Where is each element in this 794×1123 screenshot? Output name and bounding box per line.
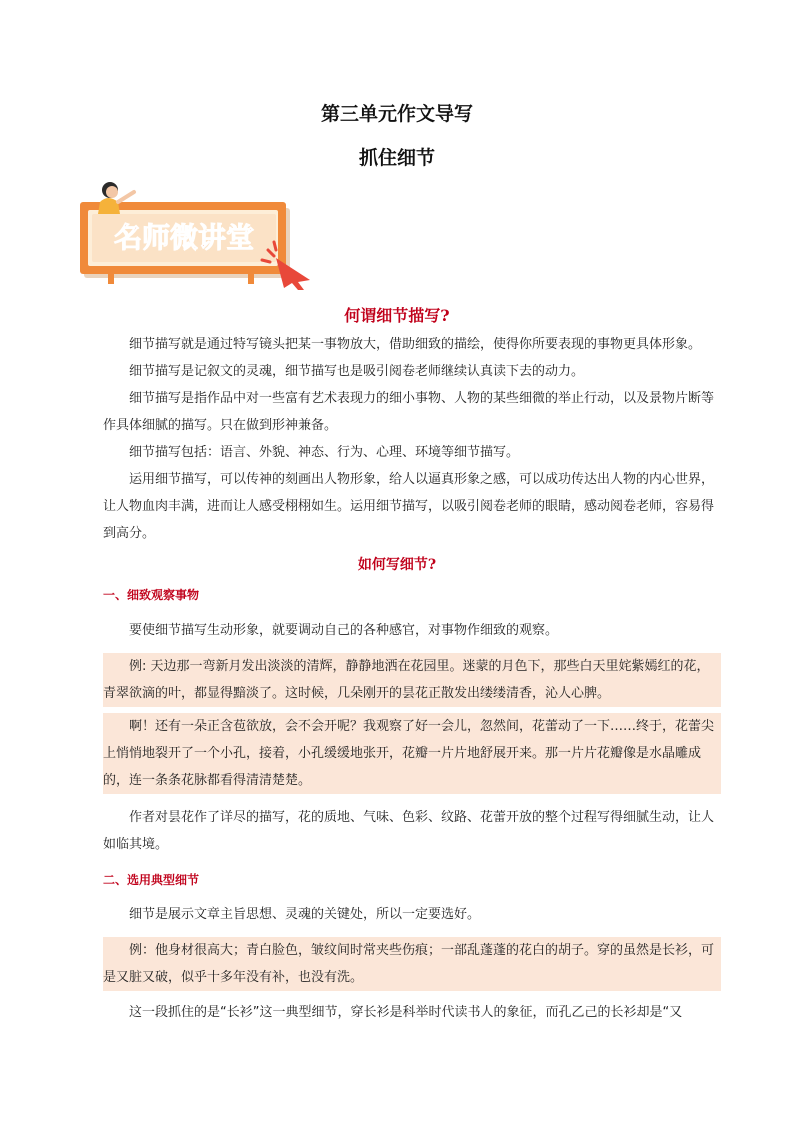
section-heading-what: 何谓细节描写? — [344, 306, 450, 325]
example-box-1b — [103, 713, 721, 794]
doc-title: 第三单元作文导写 — [320, 103, 473, 125]
observe-comment: 作者对昙花作了详尽的描写，花的质地、气味、色彩、纹路、花蕾开放的整个过程写得细腻生动，让人如临其境。 — [103, 810, 715, 852]
subheading-observe: 一、细致观察事物 — [103, 588, 200, 602]
example-1b-text: 啊！还有一朵正含苞欲放，会不会开呢？我观察了好一会儿，忽然间，花蕾动了一下……终于，花蕾尖上悄悄地裂开了一个小孔，接着，小孔缓缓地张开，花瓣一片片地舒展开来。那一片片花瓣像是水晶雕成的，连一条条花脉都看得清清楚楚。 — [103, 719, 715, 788]
subheading-typical: 二、选用典型细节 — [103, 873, 200, 887]
teacher-board-banner-icon — [78, 180, 314, 290]
section-heading-how: 如何写细节? — [357, 557, 437, 573]
banner-graphic — [78, 180, 314, 290]
intro-paragraph-3: 细节描写是指作品中对一些富有艺术表现力的细小事物、人物的某些细微的举止行动，以及景物片断等作具体细腻的描写。只在做到形神兼备。 — [103, 391, 715, 433]
doc-subtitle: 抓住细节 — [358, 147, 435, 169]
example-1a-text: 例: 天边那一弯新月发出淡淡的清辉，静静地洒在花园里。迷蒙的月色下，那些白天里姹紫嫣红的花，青翠欲滴的叶，都显得黯淡了。这时候，几朵刚开的昙花正散发出缕缕清香，沁人心脾。 — [103, 659, 710, 701]
intro-paragraph-4: 细节描写包括：语言、外貌、神态、行为、心理、环境等细节描写。 — [129, 445, 520, 460]
intro-paragraph-5: 运用细节描写，可以传神的刻画出人物形象，给人以逼真形象之感，可以成功传达出人物的内心世界，让人物血肉丰满，进而让人感受栩栩如生。运用细节描写，以吸引阅卷老师的眼睛，感动阅卷老师，容易得到高分。 — [103, 472, 715, 541]
typical-comment: 这一段抓住的是“长衫”这一典型细节，穿长衫是科举时代读书人的象征，而孔乙己的长衫却是“又 — [129, 1005, 683, 1020]
banner-text: 名师微讲堂 — [113, 221, 255, 254]
observe-text: 要使细节描写生动形象，就要调动自己的各种感官，对事物作细致的观察。 — [129, 623, 559, 638]
intro-paragraph-1: 细节描写就是通过特写镜头把某一事物放大，借助细致的描绘，使得你所要表现的事物更具体形象。 — [129, 337, 702, 352]
example-box-2 — [103, 937, 721, 991]
intro-paragraph-2: 细节描写是记叙文的灵魂，细节描写也是吸引阅卷老师继续认真读下去的动力。 — [129, 364, 585, 379]
example-box-1a — [103, 653, 721, 707]
example-2-text: 例：他身材很高大；青白脸色，皱纹间时常夹些伤痕；一部乱蓬蓬的花白的胡子。穿的虽然是长衫，可是又脏又破，似乎十多年没有补，也没有洗。 — [103, 943, 715, 985]
typical-text: 细节是展示文章主旨思想、灵魂的关键处，所以一定要选好。 — [129, 907, 481, 922]
